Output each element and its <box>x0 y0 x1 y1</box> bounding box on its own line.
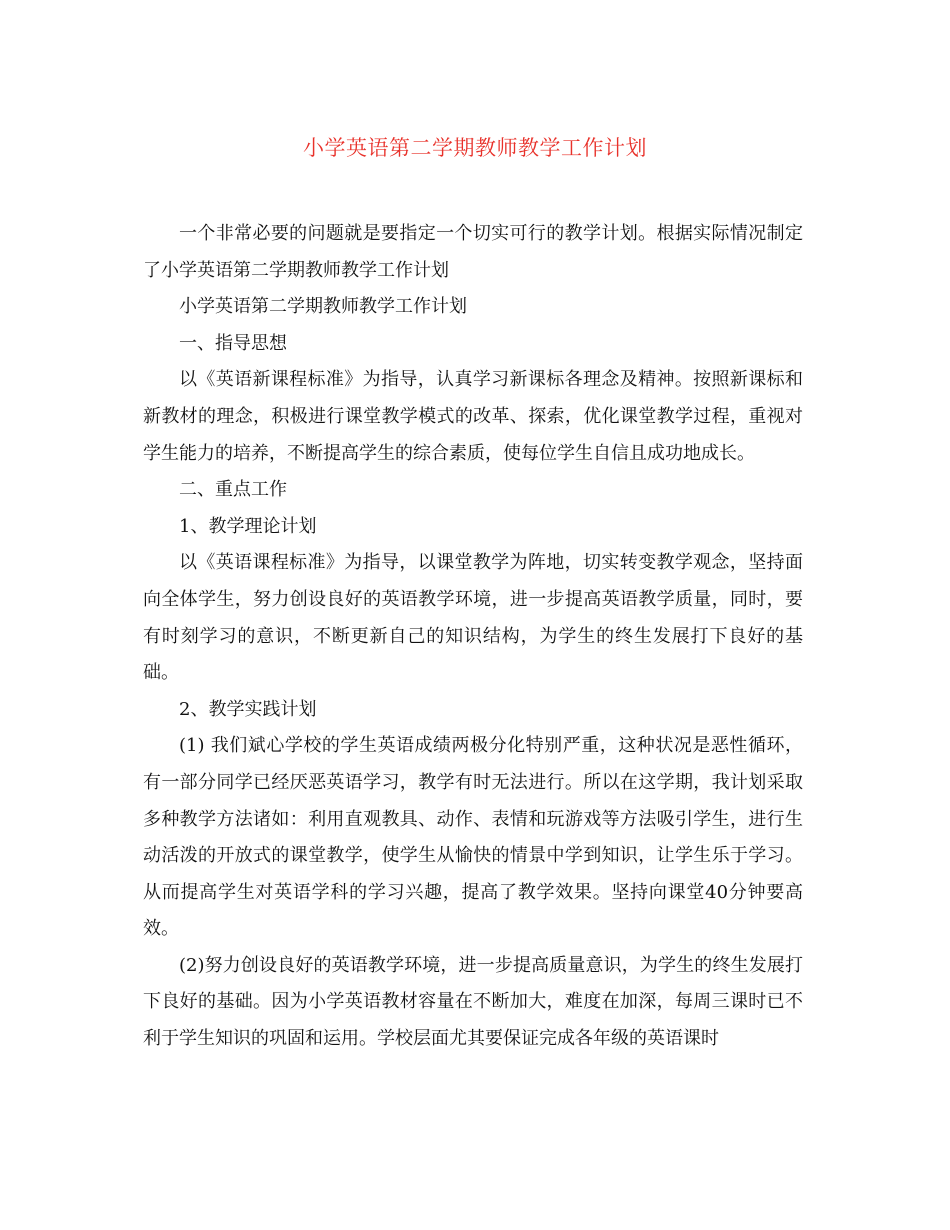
paragraph-practice-item-1: (1) 我们斌心学校的学生英语成绩两极分化特别严重，这种状况是恶性循环，有一部分同学已经厌恶英语学习，教学有时无法进行。所以在这学期，我计划采取多种教学方法诸如：利用直观教具、动作、表情和玩游戏等方法吸引学生，进行生动活泼的开放式的课堂教学，使学生从愉快的情景中学到知识，让学生乐于学习。从而提高学生对英语学科的学习兴趣，提高了教学效果。坚持向课堂40分钟要高效。 <box>143 735 803 940</box>
heading-guiding-ideology: 一、指导思想 <box>179 332 287 354</box>
document-body <box>143 216 803 1058</box>
paragraph-plan-title: 小学英语第二学期教师教学工作计划 <box>179 296 467 318</box>
paragraph-practice-item-2: (2)努力创设良好的英语教学环境，进一步提高质量意识，为学生的终生发展打下良好的基础。因为小学英语教材容量在不断加大，难度在加深，每周三课时已不利于学生知识的巩固和运用。学校层面尤其要保证完成各年级的英语课时 <box>143 954 803 1050</box>
heading-teaching-practice-plan: 2、教学实践计划 <box>179 698 317 720</box>
paragraph-guiding-ideology: 以《英语新课程标准》为指导，认真学习新课标各理念及精神。按照新课标和新教材的理念，积极进行课堂教学模式的改革、探索，优化课堂教学过程，重视对学生能力的培养，不断提高学生的综合素质，使每位学生自信且成功地成长。 <box>143 369 803 464</box>
document-title: 小学英语第二学期教师教学工作计划 <box>303 136 647 160</box>
heading-teaching-theory-plan: 1、教学理论计划 <box>179 515 317 537</box>
heading-key-work: 二、重点工作 <box>179 479 287 501</box>
paragraph-intro: 一个非常必要的问题就是要指定一个切实可行的教学计划。根据实际情况制定了小学英语第二学期教师教学工作计划 <box>143 223 803 281</box>
paragraph-teaching-theory-plan: 以《英语课程标准》为指导，以课堂教学为阵地，切实转变教学观念，坚持面向全体学生，努力创设良好的英语教学环境，进一步提高英语教学质量，同时，要有时刻学习的意识，不断更新自己的知识结构，为学生的终生发展打下良好的基础。 <box>143 552 803 684</box>
